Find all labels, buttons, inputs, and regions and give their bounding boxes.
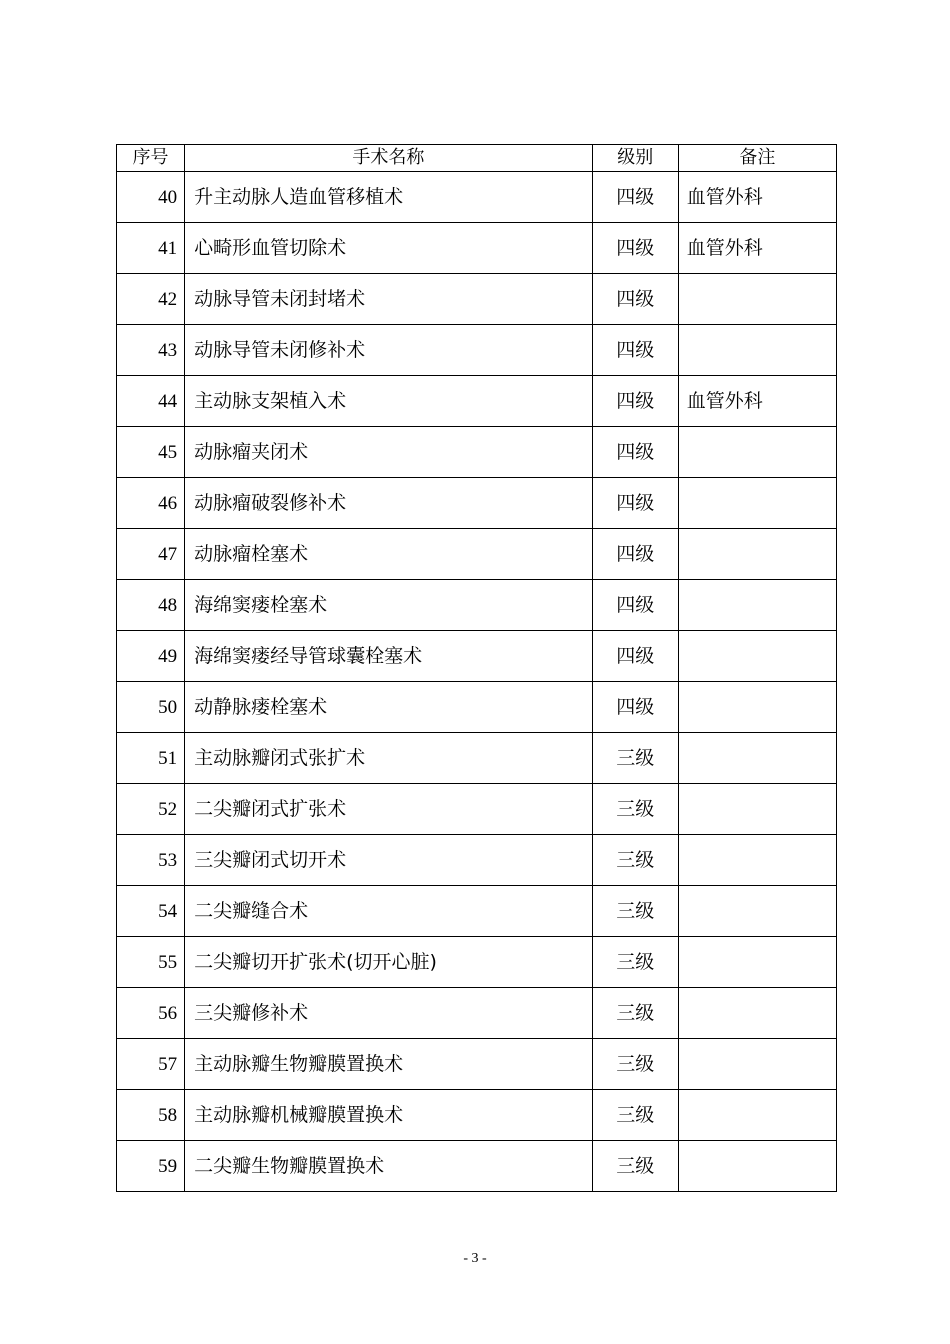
row-surgery-name: 主动脉瓣生物瓣膜置换术 (185, 1039, 593, 1090)
row-level: 四级 (592, 631, 678, 682)
surgery-table (116, 144, 837, 1192)
row-note (678, 1141, 836, 1192)
row-surgery-name: 动静脉瘘栓塞术 (185, 682, 593, 733)
table-row (117, 529, 837, 580)
row-note: 血管外科 (678, 376, 836, 427)
table-row (117, 835, 837, 886)
row-surgery-name: 主动脉瓣闭式张扩术 (185, 733, 593, 784)
table-row (117, 274, 837, 325)
table-row (117, 478, 837, 529)
row-serial-number: 44 (117, 376, 185, 427)
table-row (117, 988, 837, 1039)
row-note (678, 478, 836, 529)
row-surgery-name: 主动脉支架植入术 (185, 376, 593, 427)
row-surgery-name: 动脉瘤破裂修补术 (185, 478, 593, 529)
row-surgery-name: 动脉瘤夹闭术 (185, 427, 593, 478)
row-surgery-name: 主动脉瓣机械瓣膜置换术 (185, 1090, 593, 1141)
row-surgery-name: 二尖瓣闭式扩张术 (185, 784, 593, 835)
header-note: 备注 (678, 145, 836, 172)
table-row (117, 325, 837, 376)
row-level: 三级 (592, 1141, 678, 1192)
row-note: 血管外科 (678, 223, 836, 274)
row-serial-number: 51 (117, 733, 185, 784)
row-surgery-name: 动脉导管未闭封堵术 (185, 274, 593, 325)
row-level: 三级 (592, 937, 678, 988)
header-surgery-name: 手术名称 (185, 145, 593, 172)
row-level: 四级 (592, 478, 678, 529)
row-note (678, 835, 836, 886)
table-row (117, 223, 837, 274)
row-serial-number: 49 (117, 631, 185, 682)
table-row (117, 427, 837, 478)
row-surgery-name: 海绵窦瘘经导管球囊栓塞术 (185, 631, 593, 682)
row-serial-number: 56 (117, 988, 185, 1039)
row-serial-number: 41 (117, 223, 185, 274)
table-row (117, 631, 837, 682)
table-header-row (117, 145, 837, 172)
row-note (678, 529, 836, 580)
row-note (678, 580, 836, 631)
row-level: 四级 (592, 529, 678, 580)
row-level: 三级 (592, 886, 678, 937)
row-serial-number: 55 (117, 937, 185, 988)
row-level: 三级 (592, 784, 678, 835)
table-row (117, 784, 837, 835)
row-serial-number: 47 (117, 529, 185, 580)
row-note (678, 1039, 836, 1090)
table-row (117, 580, 837, 631)
row-serial-number: 42 (117, 274, 185, 325)
row-level: 四级 (592, 580, 678, 631)
row-level: 四级 (592, 427, 678, 478)
row-note (678, 886, 836, 937)
row-serial-number: 53 (117, 835, 185, 886)
row-serial-number: 54 (117, 886, 185, 937)
row-surgery-name: 三尖瓣修补术 (185, 988, 593, 1039)
table-row (117, 1090, 837, 1141)
row-serial-number: 48 (117, 580, 185, 631)
row-level: 四级 (592, 682, 678, 733)
row-serial-number: 57 (117, 1039, 185, 1090)
row-serial-number: 58 (117, 1090, 185, 1141)
row-serial-number: 52 (117, 784, 185, 835)
row-level: 四级 (592, 172, 678, 223)
table-row (117, 172, 837, 223)
row-surgery-name: 升主动脉人造血管移植术 (185, 172, 593, 223)
row-surgery-name: 二尖瓣缝合术 (185, 886, 593, 937)
row-note (678, 427, 836, 478)
row-surgery-name: 动脉导管未闭修补术 (185, 325, 593, 376)
row-note (678, 631, 836, 682)
page-number: - 3 - (463, 1251, 487, 1266)
row-level: 三级 (592, 988, 678, 1039)
row-serial-number: 43 (117, 325, 185, 376)
row-note (678, 325, 836, 376)
row-surgery-name: 海绵窦瘘栓塞术 (185, 580, 593, 631)
row-note (678, 682, 836, 733)
row-note (678, 937, 836, 988)
table-row (117, 733, 837, 784)
row-serial-number: 45 (117, 427, 185, 478)
table-row (117, 682, 837, 733)
row-surgery-name: 心畸形血管切除术 (185, 223, 593, 274)
row-surgery-name: 二尖瓣生物瓣膜置换术 (185, 1141, 593, 1192)
row-level: 三级 (592, 1090, 678, 1141)
row-note (678, 274, 836, 325)
row-level: 四级 (592, 274, 678, 325)
row-level: 四级 (592, 223, 678, 274)
table-row (117, 376, 837, 427)
row-note (678, 733, 836, 784)
row-note (678, 988, 836, 1039)
row-level: 四级 (592, 376, 678, 427)
row-surgery-name: 三尖瓣闭式切开术 (185, 835, 593, 886)
row-level: 三级 (592, 835, 678, 886)
row-surgery-name: 动脉瘤栓塞术 (185, 529, 593, 580)
row-note (678, 784, 836, 835)
row-level: 三级 (592, 1039, 678, 1090)
row-serial-number: 40 (117, 172, 185, 223)
row-level: 四级 (592, 325, 678, 376)
row-level: 三级 (592, 733, 678, 784)
row-note: 血管外科 (678, 172, 836, 223)
header-serial-number: 序号 (117, 145, 185, 172)
row-note (678, 1090, 836, 1141)
row-serial-number: 50 (117, 682, 185, 733)
table-row (117, 937, 837, 988)
row-serial-number: 59 (117, 1141, 185, 1192)
row-surgery-name: 二尖瓣切开扩张术(切开心脏) (185, 937, 593, 988)
table-row (117, 1039, 837, 1090)
header-level: 级别 (592, 145, 678, 172)
row-serial-number: 46 (117, 478, 185, 529)
table-row (117, 886, 837, 937)
table-row (117, 1141, 837, 1192)
